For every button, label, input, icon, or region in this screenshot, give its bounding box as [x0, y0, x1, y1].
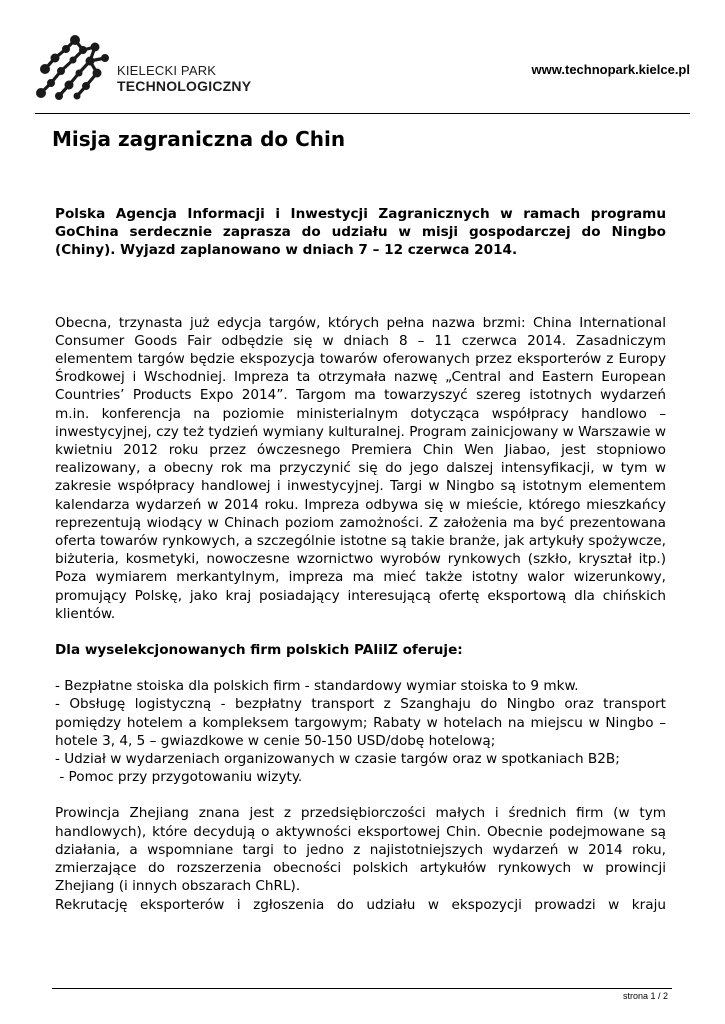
body-paragraph-2: Prowincja Zhejiang znana jest z przedsiębiorczości małych i średnich firm (w tym handlowych), które decydują o aktywności eksportowej Chin. Obecnie podejmowane są działania, a wspomniane targi to jedno z najistotniejszych wydarzeń w 2014 roku, zmierzające do rozszerzenia obecności polskich artykułów rynkowych w prowincji Zhejiang (i innych obszarach ChRL). — [55, 805, 666, 895]
body-paragraph-1: Obecna, trzynasta już edycja targów, których pełna nazwa brzmi: China International Consumer Goods Fair odbędzie się w dniach 8 – 11 czerwca 2014. Zasadniczym elementem targów będzie ekspozycja towarów oferowanych przez eksporterów z Europy Środkowej i Wschodniej. Impreza ta otrzymała nazwę „Central and Eastern European Countries’ Products Expo 2014”. Targom ma towarzyszyć szereg istotnych wydarzeń m.in. konferencja na poziomie ministerialnym dotycząca współpracy handlowo – inwestycyjnej, czy też tydzień wymiany kulturalnej. Program zainicjowany w Warszawie w kwietniu 2012 roku przez ówczesnego Premiera Chin Wen Jiabao, jest stopniowo realizowany, a obecny rok ma przyczynić się do jego dalszej intensyfikacji, w tym w zakresie współpracy handlowej i inwestycyjnej. Targi w Ningbo są istotnym elementem kalendarza wydarzeń w 2014 roku. Impreza odbywa się w mieście, którego mieszkańcy reprezentują wiodący w Chinach poziom zamożności. Z założenia ma być prezentowana oferta towarów rynkowych, a szczególnie istotne są takie branże, jak artykuły spożywcze, biżuteria, kosmetyki, nowoczesne wzornictwo wyrobów rynkowych (szkło, kryształ itp.) Poza wymiarem merkantylnym, impreza ma mieć także istotny walor wizerunkowy, promujący Polskę, jako kraj posiadający interesującą ofertę eksportową dla chińskich klientów. — [55, 314, 666, 622]
header-divider — [35, 113, 690, 114]
offer-item: - Bezpłatne stoiska dla polskich firm - standardowy wymiar stoiska to 9 mkw. — [55, 678, 579, 695]
kpt-logo-mark-icon — [33, 33, 115, 103]
kpt-logo-wordmark — [117, 63, 251, 94]
offer-subheading: Dla wyselekcjonowanych firm polskich PAIiIZ oferuje: — [55, 642, 463, 659]
logo-line-1: KIELECKI PARK — [117, 63, 217, 78]
kpt-logo — [33, 33, 252, 103]
offer-item: - Udział w wydarzeniach organizowanych w czasie targów oraz w spotkaniach B2B; — [55, 751, 620, 768]
body-paragraph-3: Rekrutację eksporterów i zgłoszenia do udziału w ekspozycji prowadzi w kraju — [55, 896, 666, 913]
lead-paragraph: Polska Agencja Informacji i Inwestycji Zagranicznych w ramach programu GoChina serdecznie zaprasza do udziału w misji gospodarczej do Ningbo (Chiny). Wyjazd zaplanowano w dniach 7 – 12 czerwca 2014. — [55, 206, 666, 259]
page-number: strona 1 / 2 — [622, 991, 668, 1001]
offer-item: - Pomoc przy przygotowaniu wizyty. — [55, 769, 303, 786]
website-url[interactable]: www.technopark.kielce.pl — [531, 62, 690, 77]
logo-line-2: TECHNOLOGICZNY — [117, 78, 252, 94]
offer-item: - Obsługę logistyczną - bezpłatny transport z Szanghaju do Ningbo oraz transport pomiędzy hotelem a kompleksem targowym; Rabaty w hotelach na miejscu w Ningbo – hotele 3, 4, 5 – gwiazdkowe w cenie 50-150 USD/dobę hotelową; — [55, 696, 666, 749]
document-body — [55, 205, 666, 914]
footer-divider — [52, 988, 672, 989]
page-title: Misja zagraniczna do Chin — [52, 127, 346, 151]
